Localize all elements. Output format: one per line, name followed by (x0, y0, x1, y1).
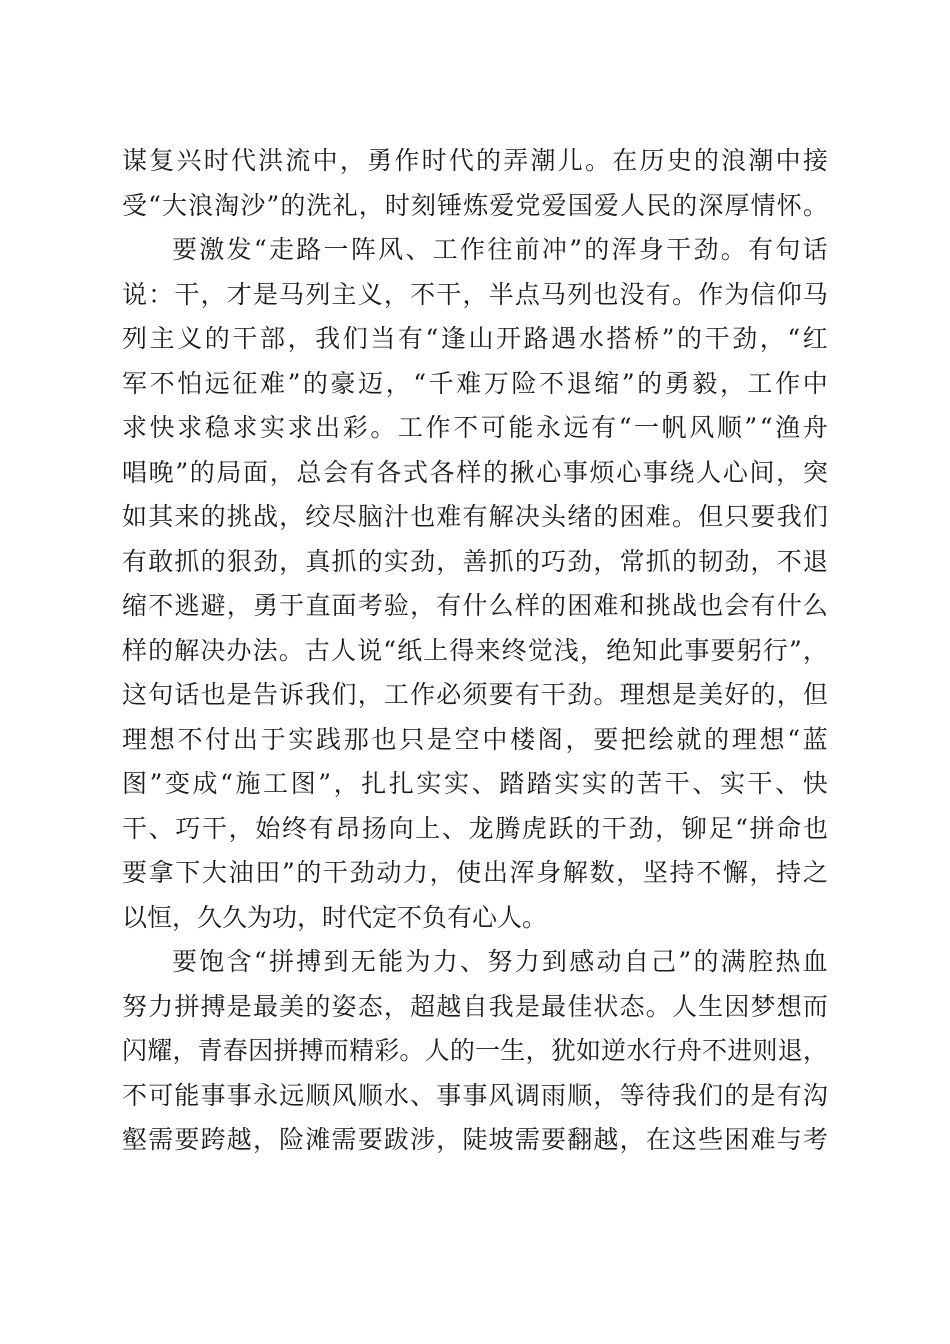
text-line: 努 力 拼 搏 是 最 美 的 姿 态 ， 超 越 自 我 是 最 佳 状 态 。 人 生 因 梦 想 而 (122, 991, 828, 1021)
text-line: 闪 耀 ， 青 春 因 拼 搏 而 精 彩 。 人 的 一 生 ， 犹 如 逆 水 行 舟 不 进 则 退 ， (122, 1036, 828, 1065)
text-line: 干 、 巧 干 ， 始 终 有 昂 扬 向 上 、 龙 腾 虎 跃 的 干 劲 ， 铆 足 “ 拼 命 也 (122, 813, 828, 843)
text-line: 缩 不 逃 避 ， 勇 于 直 面 考 验 ， 有 什 么 样 的 困 难 和 挑 战 也 会 有 什 么 (122, 591, 828, 620)
text-line: 不 可 能 事 事 永 远 顺 风 顺 水 、 事 事 风 调 雨 顺 ， 等 待 我 们 的 是 有 沟 (122, 1080, 828, 1110)
text-line: 列 主 义 的 干 部 ， 我 们 当 有 “ 逢 山 开 路 遇 水 搭 桥 ” 的 干 劲 ， “ 红 (122, 324, 828, 353)
text-line: 如 其 来 的 挑 战 ， 绞 尽 脑 汁 也 难 有 解 决 头 绪 的 困 难 。 但 只 要 我 们 (122, 502, 828, 531)
text-line: 要 饱 含 “ 拼 搏 到 无 能 为 力 、 努 力 到 感 动 自 己 ” 的 满 腔 热 血 (172, 947, 828, 976)
text-line: 军 不 怕 远 征 难 ” 的 豪 迈 ， “ 千 难 万 险 不 退 缩 ” 的 勇 毅 ， 工 作 中 (122, 368, 828, 398)
text-line: 谋 复 兴 时 代 洪 流 中 ， 勇 作 时 代 的 弄 潮 儿 。 在 历 史 的 浪 潮 中 接 (122, 146, 828, 175)
text-line: 说 ： 干 ， 才 是 马 列 主 义 ， 不 干 ， 半 点 马 列 也 没 有 。 作 为 信 仰 马 (122, 279, 828, 309)
text-line: 有 敢 抓 的 狠 劲 ， 真 抓 的 实 劲 ， 善 抓 的 巧 劲 ， 常 抓 的 韧 劲 ， 不 退 (122, 546, 828, 576)
text-line: 要 拿 下 大 油 田 ” 的 干 劲 动 力 ， 使 出 浑 身 解 数 ， 坚 持 不 懈 ， 持 之 (122, 858, 828, 887)
text-line: 唱 晚 ” 的 局 面 ， 总 会 有 各 式 各 样 的 揪 心 事 烦 心 事 绕 人 心 间 ， 突 (122, 457, 828, 487)
document-body (122, 139, 828, 1163)
text-line: 样 的 解 决 办 法 。 古 人 说 “ 纸 上 得 来 终 觉 浅 ， 绝 知 此 事 要 躬 行 ” ， (122, 635, 828, 665)
text-line: 受 “ 大 浪 淘 沙 ” 的 洗 礼 ， 时 刻 锤 炼 爱 党 爱 国 爱 人 民 的 深 厚 情 怀 。 (122, 190, 828, 220)
text-line: 要 激 发 “ 走 路 一 阵 风 、 工 作 往 前 冲 ” 的 浑 身 干 劲 。 有 句 话 (172, 235, 828, 264)
text-line: 图 ” 变 成 “ 施 工 图 ” ， 扎 扎 实 实 、 踏 踏 实 实 的 苦 干 、 实 干 、 快 (122, 769, 828, 798)
text-line: 理 想 不 付 出 于 实 践 那 也 只 是 空 中 楼 阁 ， 要 把 绘 就 的 理 想 “ 蓝 (122, 724, 828, 754)
text-line: 壑 需 要 跨 越 ， 险 滩 需 要 跋 涉 ， 陡 坡 需 要 翻 越 ， 在 这 些 困 难 与 考 (122, 1125, 828, 1154)
text-line: 以恒，久久为功，时代定不负有心人。 (122, 902, 548, 932)
text-line: 求 快 求 稳 求 实 求 出 彩 。 工 作 不 可 能 永 远 有 “ 一 帆 风 顺 ” “ 渔 舟 (122, 413, 828, 442)
text-line: 这 句 话 也 是 告 诉 我 们 ， 工 作 必 须 要 有 干 劲 。 理 想 是 美 好 的 ， 但 (122, 680, 828, 709)
